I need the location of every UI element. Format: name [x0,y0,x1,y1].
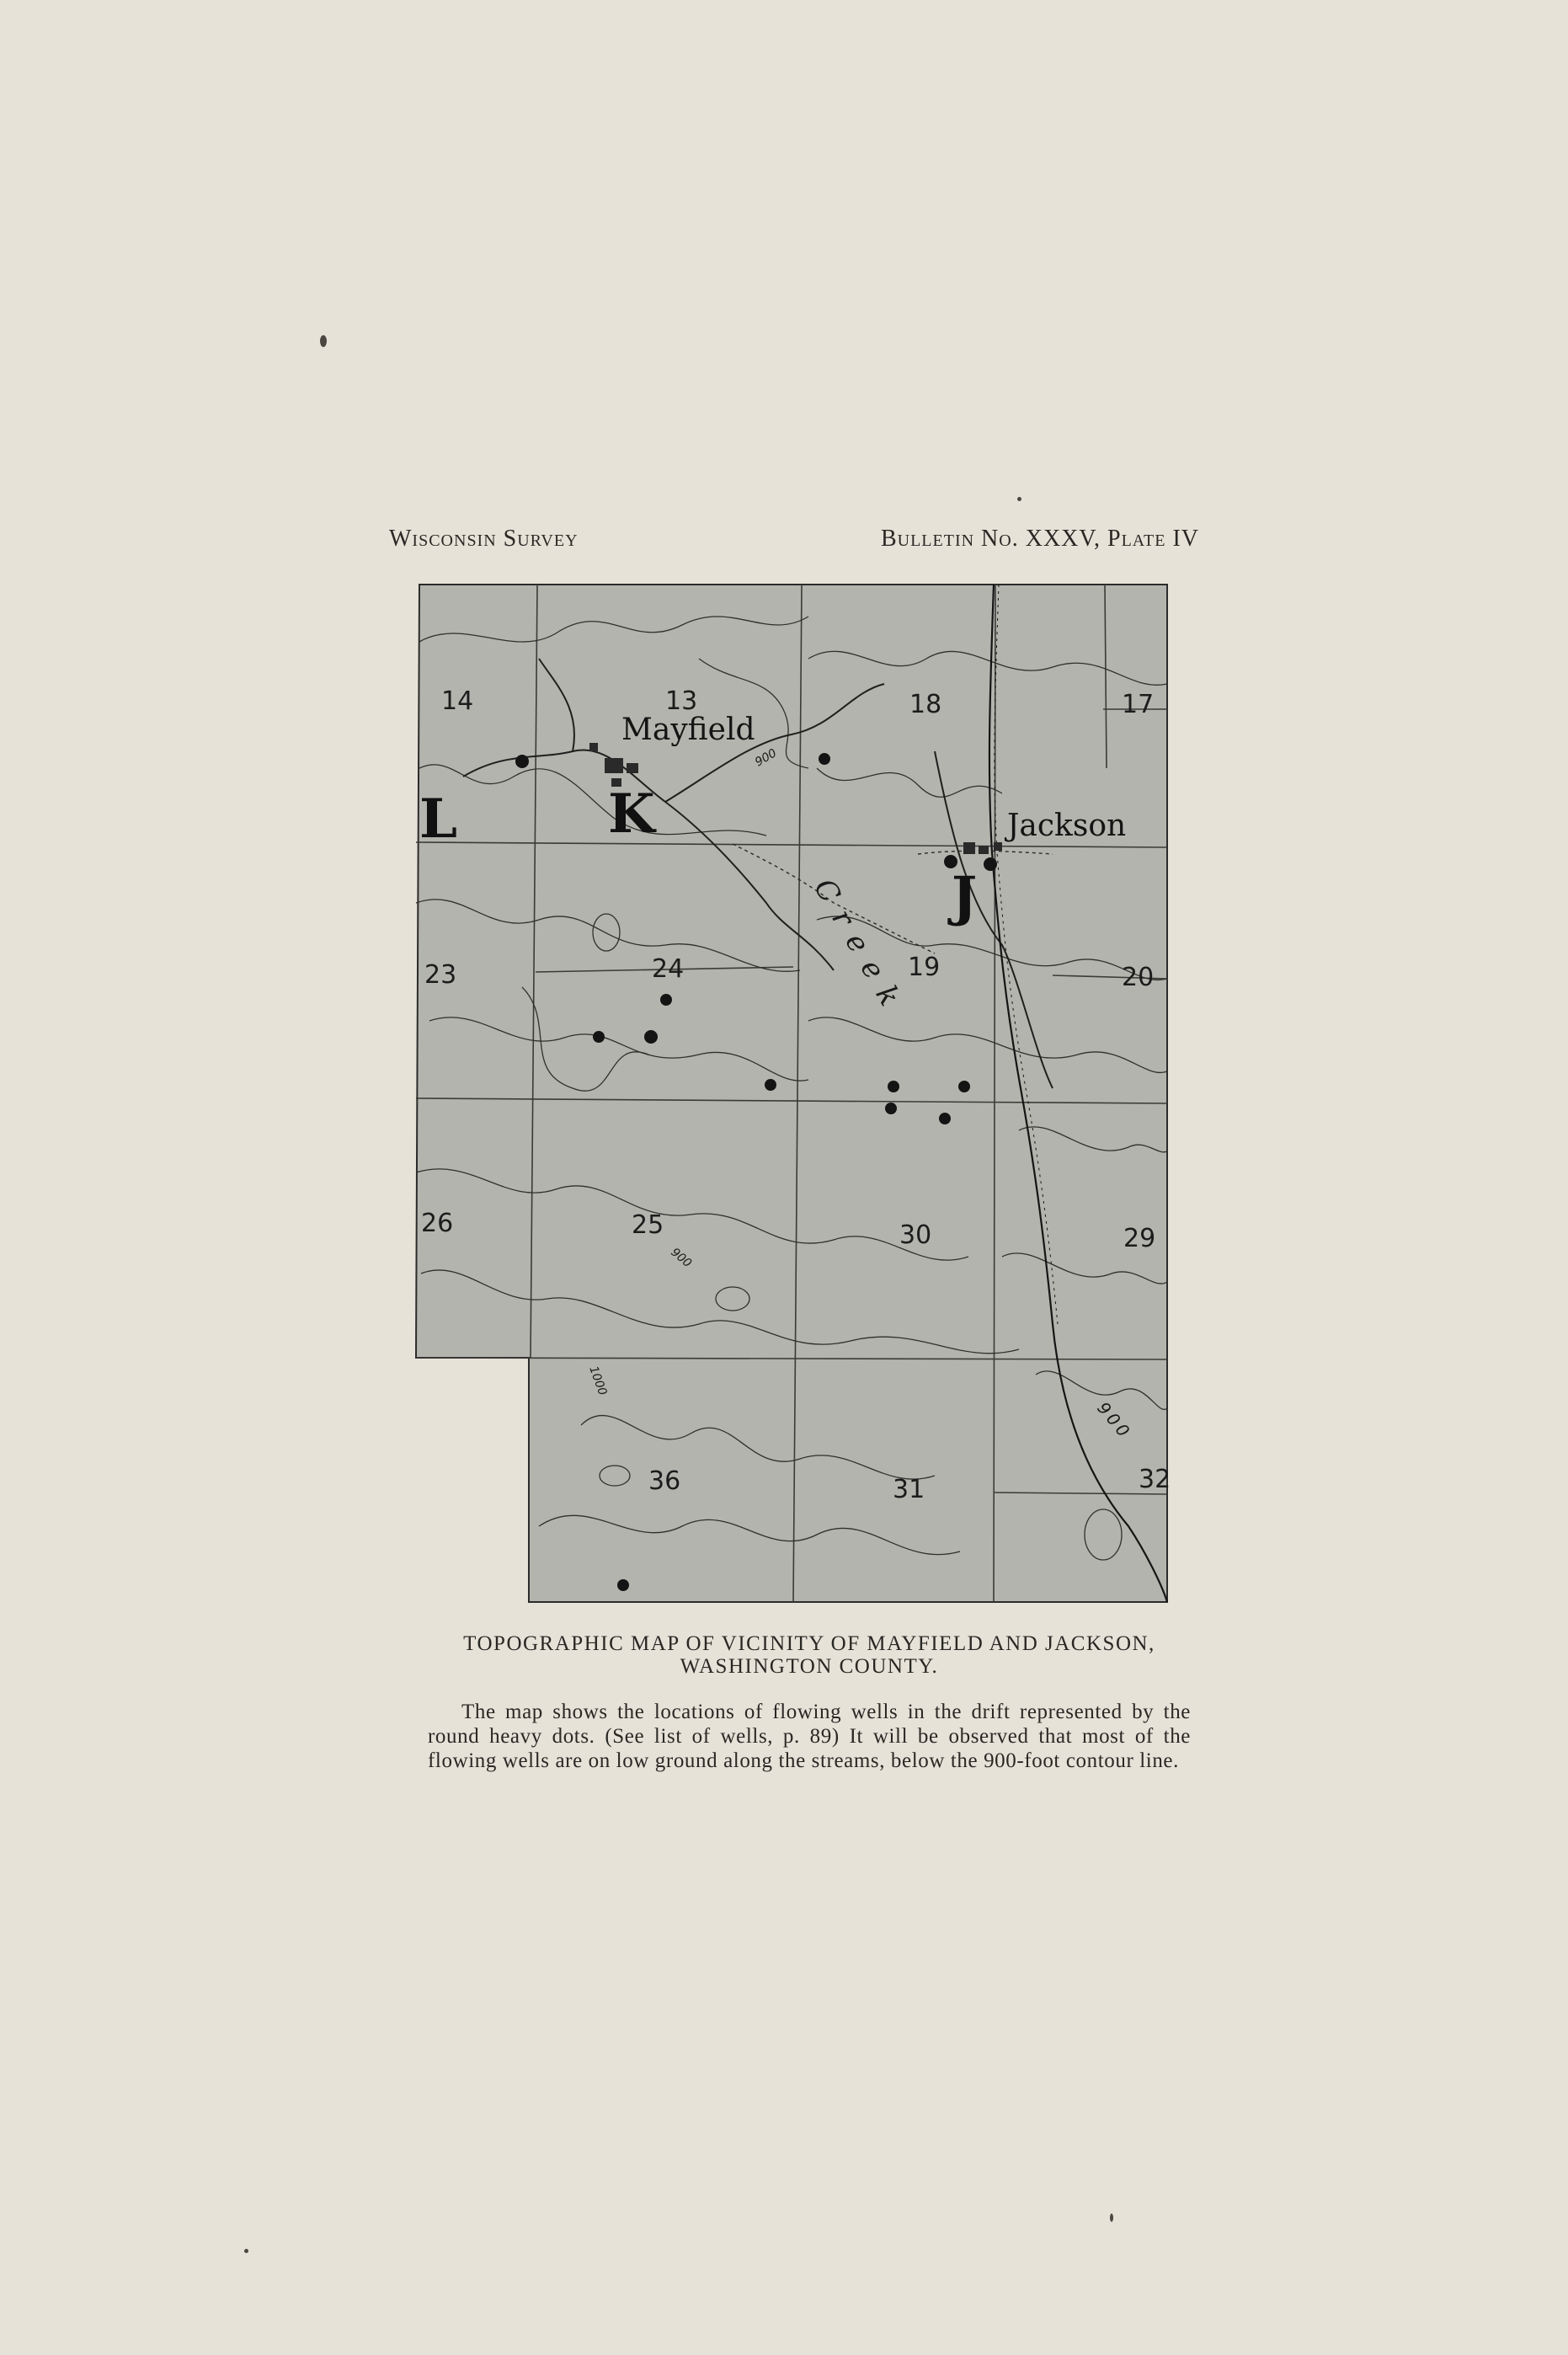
section-number: 36 [648,1466,681,1496]
section-number: 19 [908,953,941,982]
well-marker [885,1103,897,1114]
section-number: 25 [632,1210,664,1240]
bulletin-plate: Bulletin No. XXXV, Plate IV [880,526,1199,552]
survey-name: Wisconsin Survey [389,526,579,552]
well-marker [888,1081,899,1092]
jackson-label: Jackson [1007,809,1127,843]
contour-label: 900 [753,746,780,770]
map-caption: TOPOGRAPHIC MAP OF VICINITY OF MAYFIELD AND JACKSON, WASHINGTON COUNTY. [463,1632,1155,1678]
section-number: 30 [899,1220,932,1250]
contour-label: 900 [668,1245,695,1271]
section-number: 32 [1139,1465,1171,1494]
well-marker [765,1079,776,1091]
well-marker [984,857,997,871]
section-number: 20 [1122,963,1155,992]
township-letter: J [952,865,978,928]
section-number: 14 [441,686,474,716]
well-marker [644,1030,658,1044]
map-area [416,585,1167,1602]
plate-header [389,526,1199,559]
section-number: 31 [893,1475,925,1504]
section-number: 26 [421,1209,454,1238]
township-letter: K [608,782,655,846]
map-description: The map shows the locations of flowing wells in the drift represented by the round heavy dots. (See list of wells, p. 89) It will be observed that most of the flowing wells are on low ground along the streams, below the 900-foot contour line. [428,1701,1191,1772]
section-number: 23 [424,960,457,990]
contour-label: 1000 [586,1364,610,1397]
well-marker [515,755,529,768]
well-marker [939,1113,951,1124]
section-number: 13 [665,686,698,716]
well-marker [617,1579,629,1591]
stream-label: Creek [807,873,914,1024]
well-marker [593,1031,605,1043]
paper-speck [1110,2213,1113,2222]
well-marker [660,994,672,1006]
contour-label: 900 [1093,1397,1136,1444]
well-marker [819,753,830,765]
topographic-map [413,583,1176,1605]
mayfield-label: Mayfield [621,713,755,747]
paper-speck [1017,497,1021,501]
paper-speck [320,335,327,347]
township-letter: L [419,788,457,851]
well-marker [958,1081,970,1092]
section-number: 18 [909,690,942,719]
paper-speck [244,2249,248,2253]
section-number: 29 [1123,1224,1156,1253]
section-number: 17 [1122,690,1155,719]
section-number: 24 [652,954,685,984]
